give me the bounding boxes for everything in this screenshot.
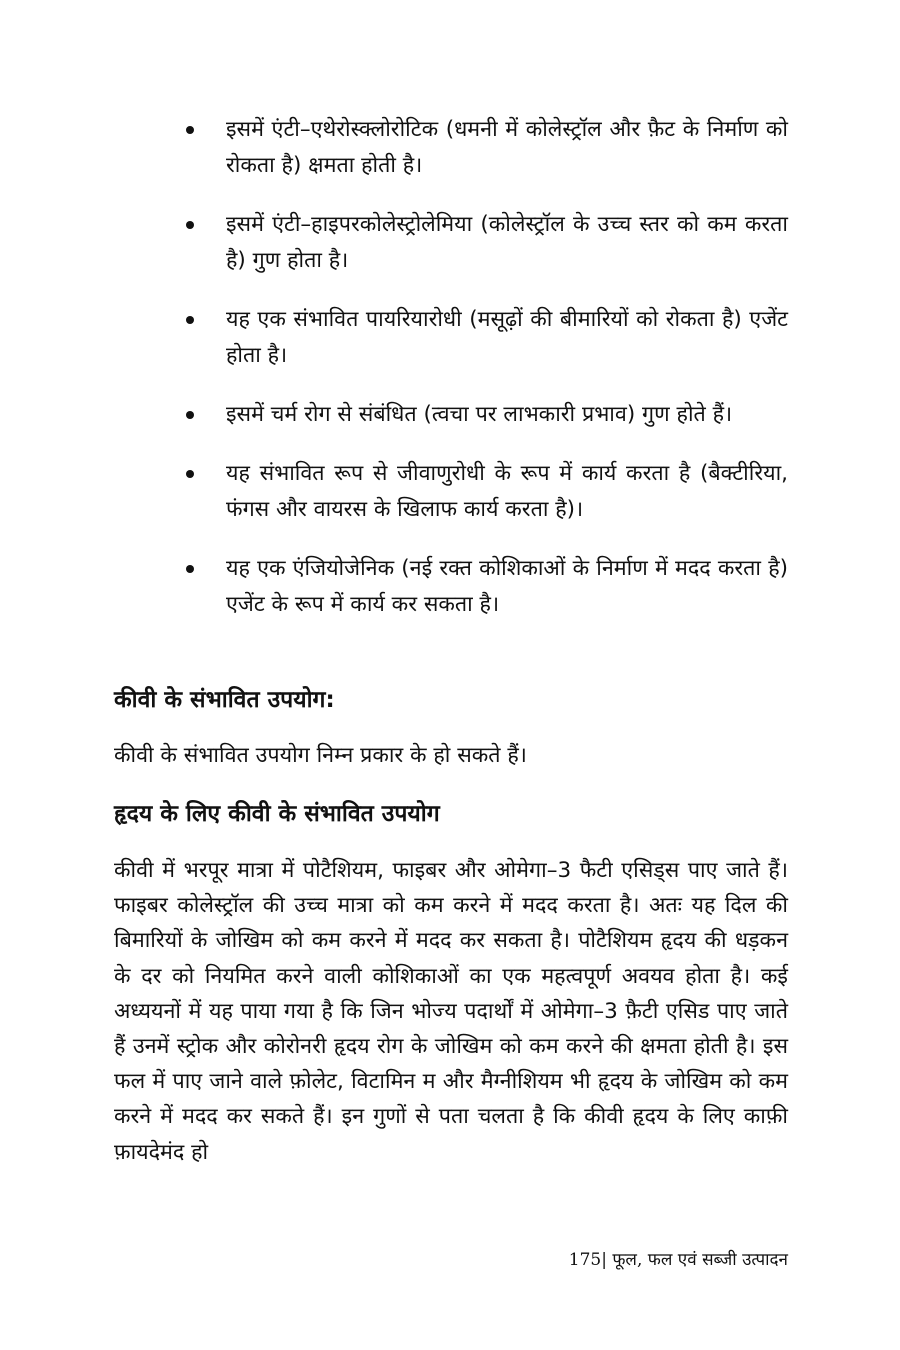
section-heading-uses: कीवी के संभावित उपयोग: — [114, 687, 335, 713]
bullet-text: यह संभावित रूप से जीवाणुरोधी के रूप में कार्य करता है (बैक्टीरिया, फंगस और वायरस के खिलाफ कार्य करता है)। — [226, 461, 788, 522]
bullet-text: यह एक एंजियोजेनिक (नई रक्त कोशिकाओं के निर्माण में मदद करता है) एजेंट के रूप में कार्य कर सकता है। — [226, 556, 788, 617]
bullet-text: इसमें चर्म रोग से संबंधित (त्वचा पर लाभकारी प्रभाव) गुण होते हैं। — [226, 402, 733, 427]
bullet-icon — [186, 565, 194, 573]
bullet-text: इसमें एंटी–एथेरोस्क्लोरोटिक (धमनी में कोलेस्ट्रॉल और फ़ैट के निर्माण को रोकता है) क्षमता होती है। — [226, 117, 788, 178]
bullet-item — [186, 207, 788, 279]
bullet-text: यह एक संभावित पायरियारोधी (मसूढ़ों की बीमारियों को रोकता है) एजेंट होता है। — [226, 307, 788, 368]
bullet-text: इसमें एंटी–हाइपरकोलेस्ट्रोलेमिया (कोलेस्ट्रॉल के उच्च स्तर को कम करता है) गुण होता है। — [226, 212, 788, 273]
heart-uses-paragraph: कीवी में भरपूर मात्रा में पोटैशियम, फाइबर और ओमेगा–3 फैटी एसिड्स पाए जाते हैं। फाइबर कोलेस्ट्रॉल की उच्च मात्रा को कम करने में मदद करता है। अतः यह दिल की बिमारियों के जोखिम को कम करने में मदद कर सकता है। पोटैशियम हृदय की धड़कन के दर को नियमित करने वाली कोशिकाओं का एक महत्वपूर्ण अवयव होता है। कई अध्ययनों में यह पाया गया है कि जिन भोज्य पदार्थों में ओमेगा–3 फ़ैटी एसिड पाए जाते हैं उनमें स्ट्रोक और कोरोनरी हृदय रोग के जोखिम को कम करने की क्षमता होती है। इस फल में पाए जाने वाले फ़ोलेट, विटामिन म और मैग्नीशियम भी हृदय के जोखिम को कम करने में मदद कर सकते हैं। इन गुणों से पता चलता है कि कीवी हृदय के लिए काफ़ी फ़ायदेमंद हो — [114, 858, 788, 1165]
benefits-bullet-list — [186, 112, 788, 646]
bullet-item — [186, 397, 788, 433]
bullet-icon — [186, 470, 194, 478]
bullet-item — [186, 551, 788, 623]
bullet-item — [186, 302, 788, 374]
section-intro-text: कीवी के संभावित उपयोग निम्न प्रकार के हो सकते हैं। — [114, 743, 527, 768]
bullet-icon — [186, 411, 194, 419]
bullet-icon — [186, 316, 194, 324]
bullet-item — [186, 112, 788, 184]
bullet-icon — [186, 221, 194, 229]
bullet-icon — [186, 126, 194, 134]
section-heading-heart-uses: हृदय के लिए कीवी के संभावित उपयोग — [114, 801, 440, 827]
page-footer: 175| फूल, फल एवं सब्जी उत्पादन — [568, 1250, 788, 1270]
bullet-item — [186, 456, 788, 528]
